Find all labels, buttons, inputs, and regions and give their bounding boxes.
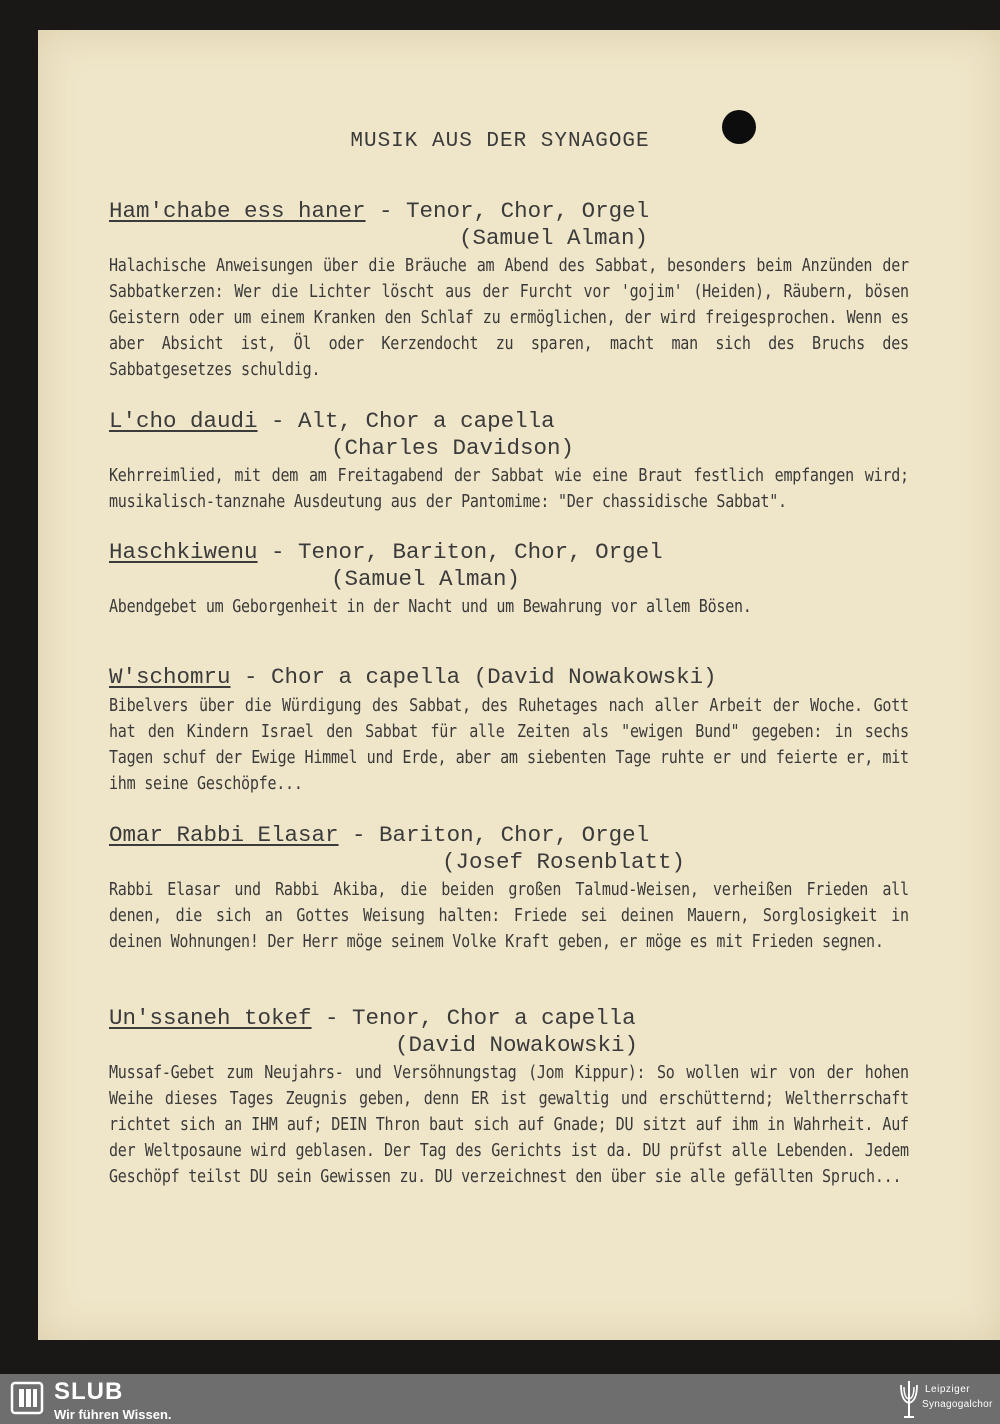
entry-heading [109,198,909,225]
program-entry [109,198,909,383]
library-tagline: Wir führen Wissen. [54,1407,172,1422]
entry-performers: - Tenor, Chor, Orgel [365,198,650,224]
choir-name-line1: Leipziger [925,1384,971,1395]
entry-title: Ham'chabe ess haner [109,198,366,224]
entry-title: Haschkiwenu [109,539,258,565]
footer-bar [0,1374,1000,1424]
entry-title: Omar Rabbi Elasar [109,822,339,848]
entry-description: Bibelvers über die Würdigung des Sabbat, des Ruhetages nach aller Arbeit der Woche. Gott hat den Kindern Israel den Sabbat für alle Zeiten als "ewigen Bund" gegeben: in sechs Tagen schuf der Ewige Himmel und Erde, aber am siebenten Tage ruhte er und feierte er, mit ihm seine Geschöpfe... [109,696,909,794]
program-entry [109,1005,909,1190]
entry-heading [109,539,909,566]
entry-composer: (David Nowakowski) [395,1032,639,1058]
entry-description: Rabbi Elasar und Rabbi Akiba, die beiden großen Talmud-Weisen, verheißen Frieden all denen, die sich an Gottes Weisung halten: Friede sei deinen Mauern, Sorglosigkeit in deinen Wohnungen! Der Herr möge seinem Volke Kraft geben, er möge es mit Frieden segnen. [109,880,909,952]
entry-title: Un'ssaneh tokef [109,1005,312,1031]
entry-title: L'cho daudi [109,408,258,434]
entry-description: Mussaf-Gebet zum Neujahrs- und Versöhnungstag (Jom Kippur): So wollen wir von der hohen Weihe dieses Tages Zeugnis geben, denn ER ist gewaltig und erschütternd; Weltherrschaft richtet sich an IHM auf; DEIN Thron baut sich auf Gnade; DU sitzt auf ihm in Wahrheit. Auf der Weltposaune wird geblasen. Der Tag des Gerichts ist da. DU prüfst alle Lebenden. Jedem Geschöpf teilst DU sein Gewissen zu. DU verzeichnest den über sie alle gefällten Spruch... [109,1063,909,1187]
program-entry [109,408,909,515]
entry-description: Halachische Anweisungen über die Bräuche am Abend des Sabbat, besonders beim Anzünden der Sabbatkerzen: Wer die Lichter löscht aus der Furcht vor 'gojim' (Heiden), Räubern, bösen Geistern oder um einem Kranken den Schlaf zu ermöglichen, der wird freigesprochen. Wenn es aber Absicht ist, Öl oder Kerzendocht zu sparen, macht man sich des Bruchs des Sabbatgesetzes schuldig. [109,256,909,380]
page-title: MUSIK AUS DER SYNAGOGE [350,130,650,153]
slub-logo-icon[interactable] [10,1380,44,1416]
entry-composer: (Samuel Alman) [459,225,649,251]
program-entry [109,822,909,955]
entry-heading [109,664,909,691]
entry-heading [109,1005,909,1032]
program-entry [109,664,909,797]
library-name[interactable]: SLUB [54,1378,124,1405]
entry-description: Kehrreimlied, mit dem am Freitagabend der Sabbat wie eine Braut festlich empfangen wird; musikalisch-tanznahe Ausdeutung aus der Pantomime: "Der chassidische Sabbat". [109,466,909,512]
entry-performers: - Tenor, Chor a capella [311,1005,636,1031]
menorah-icon [897,1377,921,1421]
entry-heading [109,822,909,849]
entry-title: W'schomru [109,664,231,690]
entry-performers: - Bariton, Chor, Orgel [338,822,650,848]
entry-performers: - Alt, Chor a capella [257,408,555,434]
entry-composer: (Samuel Alman) [331,566,521,592]
entry-description: Abendgebet um Geborgenheit in der Nacht und um Bewahrung vor allem Bösen. [109,597,752,617]
program-entry [109,539,909,620]
entry-composer: (Josef Rosenblatt) [442,849,686,875]
entry-heading [109,408,909,435]
entry-performers: - Tenor, Bariton, Chor, Orgel [257,539,663,565]
choir-name-line2: Synagogalchor [922,1399,993,1410]
entry-composer: (Charles Davidson) [331,435,575,461]
entry-performers: - Chor a capella (David Nowakowski) [230,664,717,690]
